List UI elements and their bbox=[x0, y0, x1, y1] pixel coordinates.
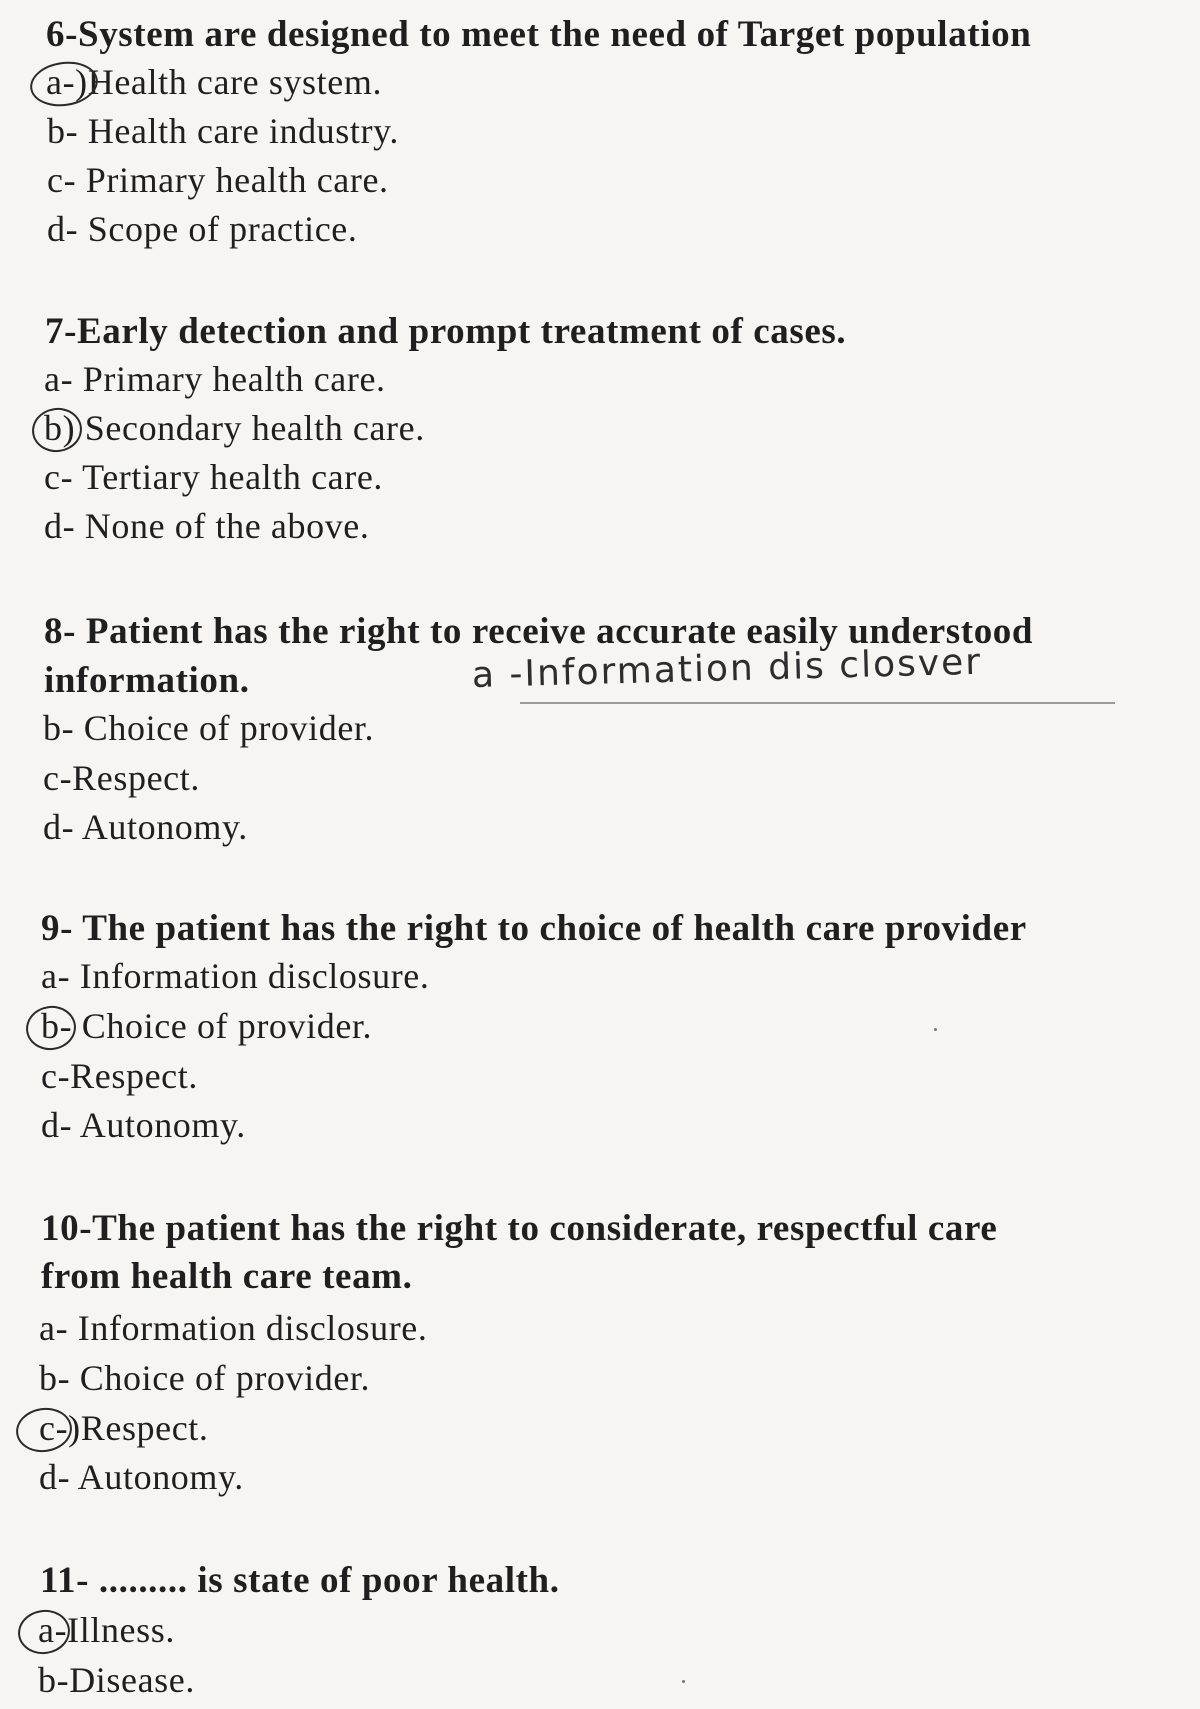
question-6-title: 6-System are designed to meet the need of Target population bbox=[46, 14, 1032, 55]
question-10-option-a: a- Information disclosure. bbox=[39, 1308, 428, 1348]
handwritten-underline bbox=[520, 702, 1115, 704]
question-9-option-b: b- Choice of provider. bbox=[41, 1006, 373, 1046]
question-10-option-d: d- Autonomy. bbox=[39, 1457, 244, 1497]
question-8-title-line2: information. bbox=[44, 660, 250, 701]
question-7-option-a: a- Primary health care. bbox=[44, 359, 386, 399]
question-8-option-b: b- Choice of provider. bbox=[43, 708, 375, 748]
question-11-option-b: b-Disease. bbox=[38, 1660, 195, 1700]
scan-speck bbox=[934, 1028, 937, 1031]
question-11-option-a: a-Illness. bbox=[38, 1610, 175, 1650]
question-10-option-b: b- Choice of provider. bbox=[39, 1358, 371, 1398]
question-8-option-c: c-Respect. bbox=[43, 758, 200, 798]
handwritten-answer: a -Information dis closver bbox=[471, 641, 983, 696]
question-7-option-d: d- None of the above. bbox=[44, 506, 370, 546]
question-7-option-b: b) Secondary health care. bbox=[44, 408, 425, 448]
question-8-option-d: d- Autonomy. bbox=[43, 807, 248, 847]
question-6-option-d: d- Scope of practice. bbox=[47, 209, 358, 249]
question-9-title: 9- The patient has the right to choice of health care provider bbox=[41, 908, 1027, 949]
question-7-title: 7-Early detection and prompt treatment of cases. bbox=[45, 311, 847, 352]
question-8-title-line1: 8- Patient has the right to receive accurate easily understood bbox=[44, 611, 1034, 652]
question-9-option-d: d- Autonomy. bbox=[41, 1105, 246, 1145]
question-10-title-line2: from health care team. bbox=[41, 1256, 413, 1297]
scan-speck bbox=[682, 1680, 685, 1683]
question-10-title-line1: 10-The patient has the right to considerate, respectful care bbox=[41, 1208, 998, 1249]
question-6-option-c: c- Primary health care. bbox=[47, 160, 389, 200]
question-11-title: 11- ......... is state of poor health. bbox=[40, 1560, 560, 1601]
question-6-option-a: a-)Health care system. bbox=[46, 62, 383, 102]
question-10-option-c: c-)Respect. bbox=[39, 1408, 209, 1448]
question-7-option-c: c- Tertiary health care. bbox=[44, 457, 384, 497]
question-9-option-c: c-Respect. bbox=[41, 1056, 198, 1096]
question-9-option-a: a- Information disclosure. bbox=[41, 956, 430, 996]
question-6-option-b: b- Health care industry. bbox=[47, 111, 399, 151]
